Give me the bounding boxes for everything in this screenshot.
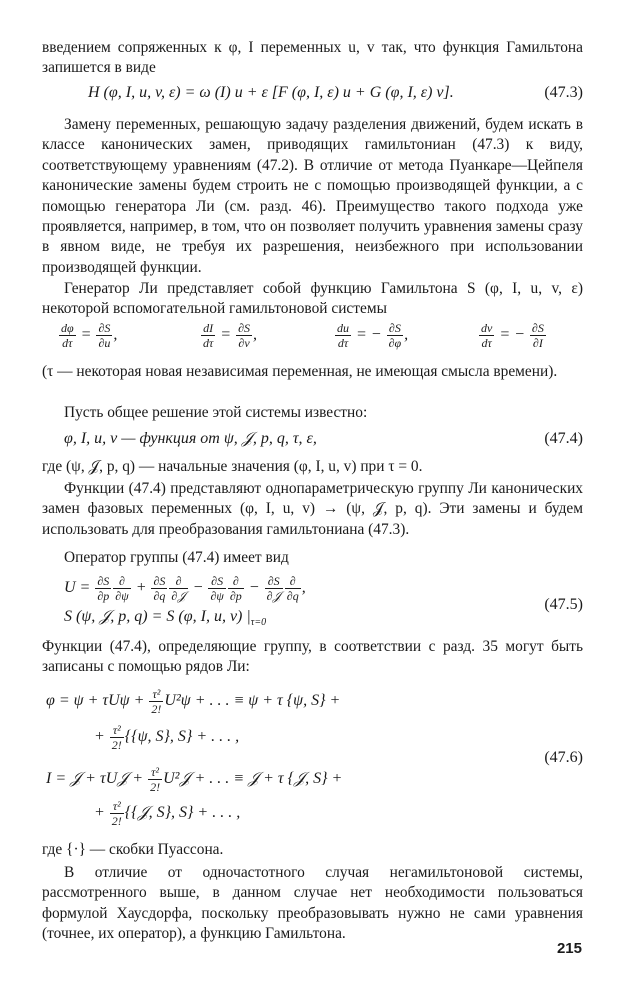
equation-47-6-line-3: I = 𝒥 + τU𝒥 + $\frac{\text{τ²}}{2!}$ U²𝒥 + . . . ≡ 𝒥 + τ {𝒥, S} + <box>46 765 343 794</box>
paragraph-general-solution: Пусть общее решение этой системы известно: <box>64 404 368 421</box>
paragraph-lie-group: Функции (47.4) представляют однопараметрическую группу Ли канонических замен фазовых переменных (φ, I, u, v) → (ψ, 𝒥, p, q). Эти замены и будем использовать для преобразования гамильтониана (47.3). <box>42 480 583 538</box>
paragraph-operator: Оператор группы (47.4) имеет вид <box>64 549 289 566</box>
page-number: 215 <box>556 940 582 957</box>
equation-47-4-number: (47.4) <box>544 430 583 447</box>
equation-47-6-line-4: + $\frac{\text{τ²}}{2!}$ {{𝒥, S}, S} + . . . , <box>94 799 241 828</box>
equation-47-5-number: (47.5) <box>544 596 583 613</box>
system-eq-1: $\frac{d\varphi}{d\tau}$ = $\frac{\partial S}{\partial u}$ , <box>61 320 118 350</box>
equation-47-3 <box>42 82 583 104</box>
equation-47-5-line-2: S (ψ, 𝒥, p, q) = S (φ, I, u, v) $|_{\tau=0}$ <box>64 608 267 629</box>
equation-47-3-number: (47.3) <box>544 84 583 101</box>
equation-47-4-body: φ, I, u, v — функция от ψ, 𝒥, p, q, τ, ε, <box>64 430 317 447</box>
system-eq-2: $\frac{dI}{d\tau}$ = $\frac{\partial S}{\partial v}$ , <box>203 320 258 350</box>
paragraph-poisson-brackets: где {·} — скобки Пуассона. <box>42 841 224 858</box>
paragraph-intro: введением сопряженных к φ, I переменных u, v так, что функция Гамильтона запишется в виде <box>42 39 583 77</box>
paragraph-initial-values: где (ψ, 𝒥, p, q) — начальные значения (φ, I, u, v) при τ = 0. <box>42 458 423 475</box>
equation-47-4 <box>42 428 583 450</box>
equation-47-6 <box>42 683 583 833</box>
paragraph-lie-generator: Генератор Ли представляет собой функцию Гамильтона S (φ, I, u, v, ε) некоторой вспомогательной гамильтоновой системы <box>42 280 583 318</box>
equation-47-5-line-1: U = $\frac{\partial S}{\partial p}$ $\frac{\partial}{\partial\psi}$ + $\frac{\partial S}{\partial q}$ $\frac{\partial}{\text{∂𝒥}}$ − $\frac{\partial S}{\partial\psi}$ $\frac{\partial}{\partial p}$ − $\frac{\partial S}{\text{∂𝒥}}$ $\frac{\partial}{\partial q}$ , <box>64 574 306 603</box>
paragraph-tau-note: (τ — некоторая новая независимая переменная, не имеющая смысла времени). <box>42 363 558 380</box>
equation-47-6-line-1: φ = ψ + τUψ + $\frac{\text{τ²}}{2!}$ U²ψ + . . . ≡ ψ + τ {ψ, S} + <box>46 687 341 716</box>
equation-47-6-line-2: + $\frac{\text{τ²}}{2!}$ {{ψ, S}, S} + . . . , <box>94 723 240 752</box>
equation-47-5 <box>42 572 583 630</box>
system-eq-3: $\frac{du}{d\tau}$ = − $\frac{\partial S}{\partial\varphi}$ , <box>337 320 409 350</box>
auxiliary-system <box>42 318 583 352</box>
paragraph-lie-series: Функции (47.4), определяющие группу, в соответствии с разд. 35 могут быть записаны с помощью рядов Ли: <box>42 638 583 676</box>
paragraph-hausdorff: В отличие от одночастотного случая негамильтоновой системы, рассмотренного выше, в данном случае нет необходимости пользоваться формулой Хаусдорфа, поскольку преобразовывать нужно не сами уравнения (точнее, их оператор), а функцию Гамильтона. <box>42 864 583 943</box>
system-eq-4: $\frac{dv}{d\tau}$ = − $\frac{\partial S}{\partial I}$ <box>481 320 544 350</box>
equation-47-3-body: H (φ, I, u, v, ε) = ω (I) u + ε [F (φ, I, ε) u + G (φ, I, ε) v]. <box>88 84 454 101</box>
equation-47-6-number: (47.6) <box>544 749 583 766</box>
paragraph-change-of-variables: Замену переменных, решающую задачу разделения движений, будем искать в классе канонических замен, приводящих гамильтониан (47.3) к виду, соответствующему уравнениям (47.2). В отличие от метода Пуанкаре—Цейпеля канонические замены будем строить не с помощью производящей функции, а с помощью генератора Ли (см. разд. 46). Преимущество такого подхода уже проявляется, например, в том, что он позволяет получить уравнения замены сразу в явном виде, не требуя их разрешения, неизбежного при использовании производящей функции. <box>42 116 583 276</box>
